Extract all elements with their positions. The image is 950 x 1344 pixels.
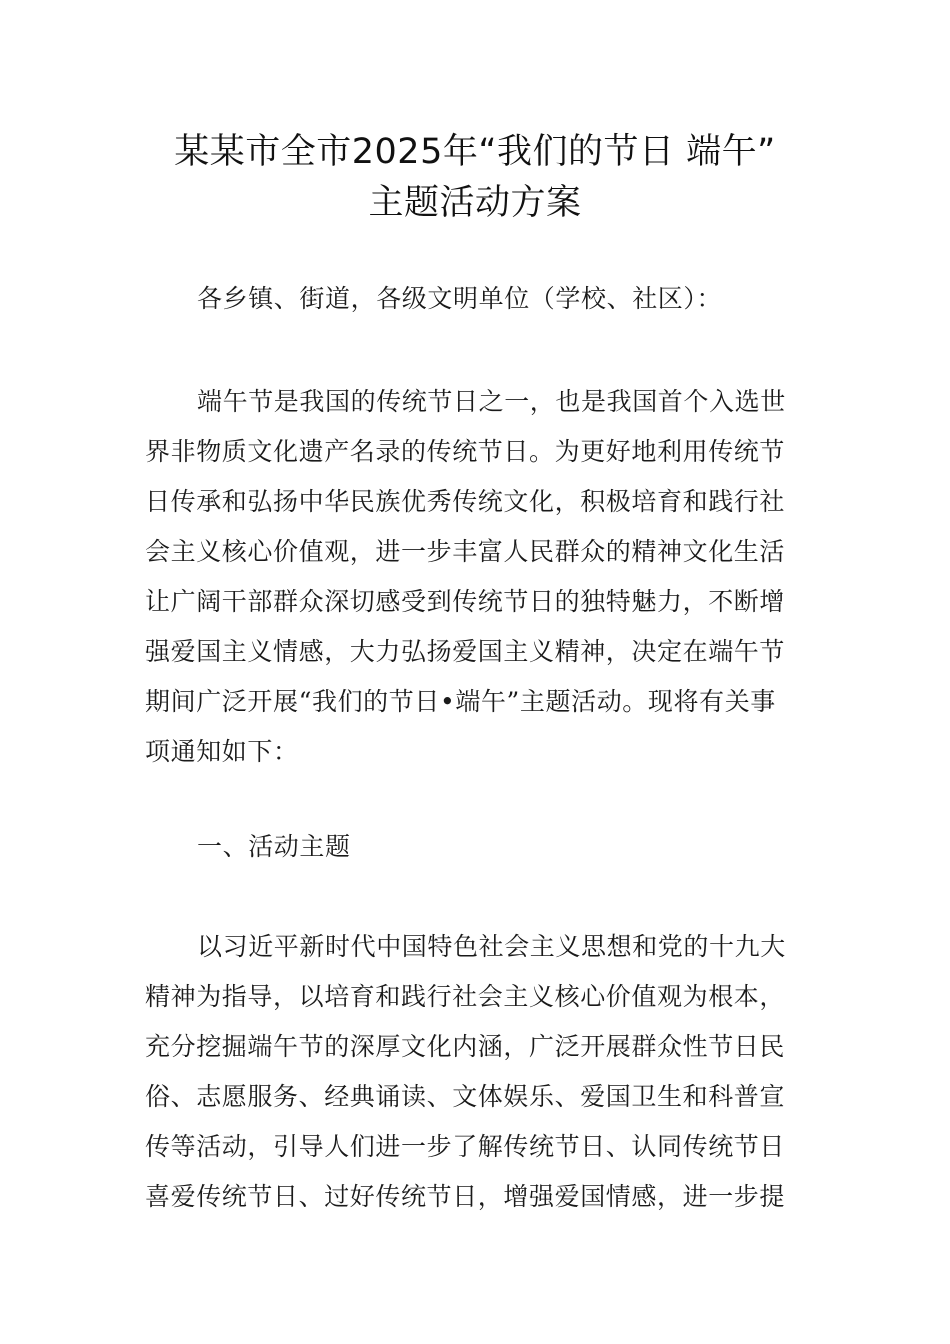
- paragraph-line: 日传承和弘扬中华民族优秀传统文化，积极培育和践行社: [145, 487, 786, 516]
- document-title-line-1: 某某市全市2025年“我们的节日 端午”: [174, 132, 776, 172]
- paragraph-line: 喜爱传统节日、过好传统节日，增强爱国情感，进一步提: [145, 1182, 786, 1211]
- paragraph-line: 充分挖掘端午节的深厚文化内涵，广泛开展群众性节日民: [145, 1032, 786, 1061]
- paragraph-line: 传等活动，引导人们进一步了解传统节日、认同传统节日: [145, 1132, 786, 1161]
- paragraph-line: 以习近平新时代中国特色社会主义思想和党的十九大: [197, 932, 786, 961]
- section-heading-text: 一、活动主题: [197, 832, 351, 861]
- paragraph-line: 精神为指导，以培育和践行社会主义核心价值观为根本，: [145, 982, 786, 1011]
- document-title-line-2: 主题活动方案: [368, 183, 582, 223]
- paragraph-line: 俗、志愿服务、经典诵读、文体娱乐、爱国卫生和科普宣: [145, 1082, 786, 1111]
- paragraph-line: 期间广泛开展“我们的节日•端午”主题活动。现将有关事: [145, 687, 776, 716]
- paragraph-line: 让广阔干部群众深切感受到传统节日的独特魅力，不断增: [145, 587, 786, 616]
- intro-paragraph: [145, 377, 815, 777]
- salutation: [145, 274, 815, 324]
- paragraph-line: 强爱国主义情感，大力弘扬爱国主义精神，决定在端午节: [145, 637, 786, 666]
- paragraph-line: 项通知如下：: [145, 737, 299, 766]
- section-1-heading: [145, 822, 815, 872]
- salutation-text: 各乡镇、街道，各级文明单位（学校、社区）：: [197, 284, 723, 313]
- paragraph-line: 界非物质文化遗产名录的传统节日。为更好地利用传统节: [145, 437, 786, 466]
- paragraph-line: 会主义核心价值观，进一步丰富人民群众的精神文化生活: [145, 537, 786, 566]
- section-1-paragraph: [145, 922, 815, 1222]
- paragraph-line: 端午节是我国的传统节日之一，也是我国首个入选世: [197, 387, 786, 416]
